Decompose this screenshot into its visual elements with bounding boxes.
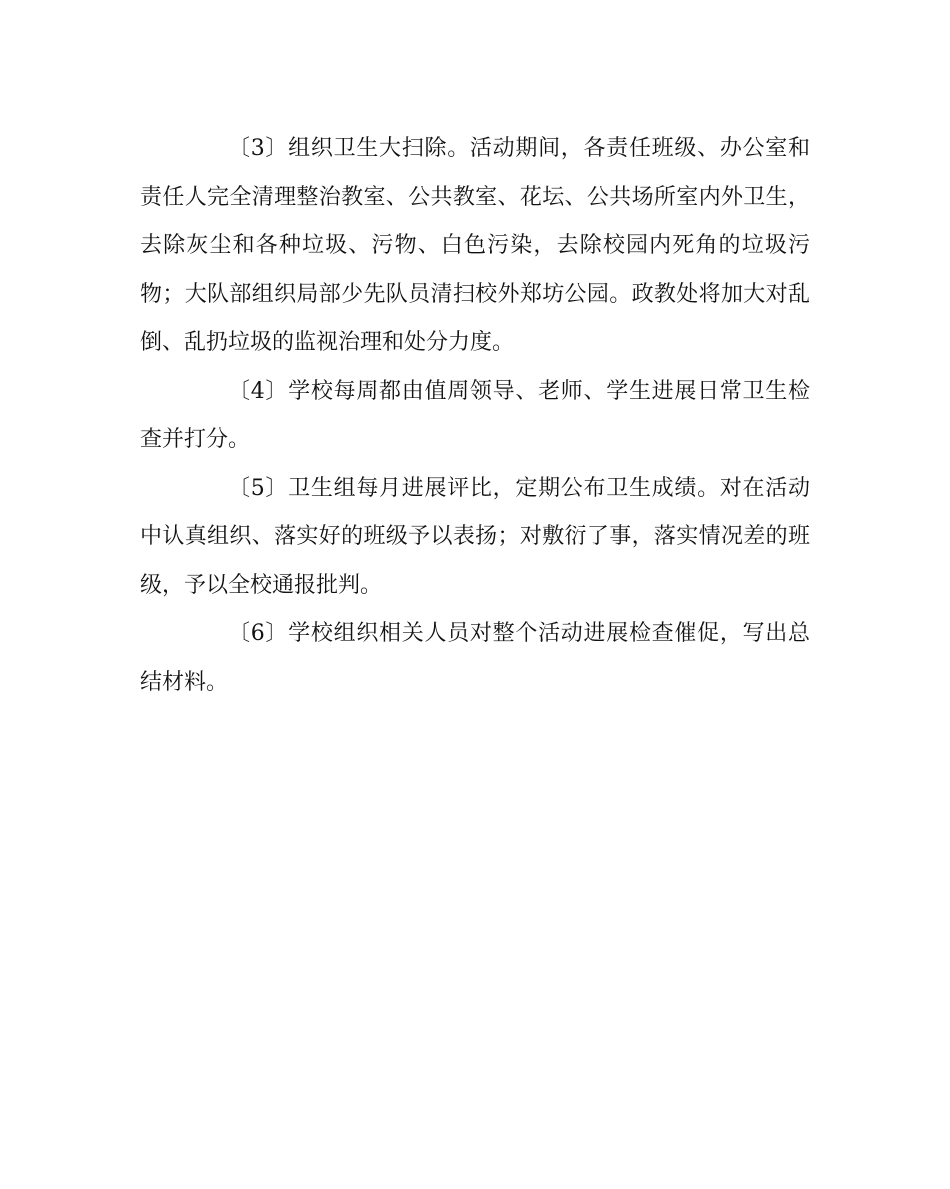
- paragraph-item-4: 〔4〕学校每周都由值周领导、老师、学生进展日常卫生检查并打分。: [140, 378, 810, 452]
- paragraph-item-5: 〔5〕卫生组每月进展评比，定期公布卫生成绩。对在活动中认真组织、落实好的班级予以表扬；对敷衍了事，落实情况差的班级，予以全校通报批判。: [140, 475, 810, 598]
- paragraph-item-3: 〔3〕组织卫生大扫除。活动期间，各责任班级、办公室和责任人完全清理整治教室、公共教室、花坛、公共场所室内外卫生，去除灰尘和各种垃圾、污物、白色污染，去除校园内死角的垃圾污物；大队部组织局部少先队员清扫校外郑坊公园。政教处将加大对乱倒、乱扔垃圾的监视治理和处分力度。: [140, 136, 810, 355]
- document-body: [140, 125, 810, 707]
- paragraph-item-6: 〔6〕学校组织相关人员对整个活动进展检查催促，写出总结材料。: [140, 621, 810, 695]
